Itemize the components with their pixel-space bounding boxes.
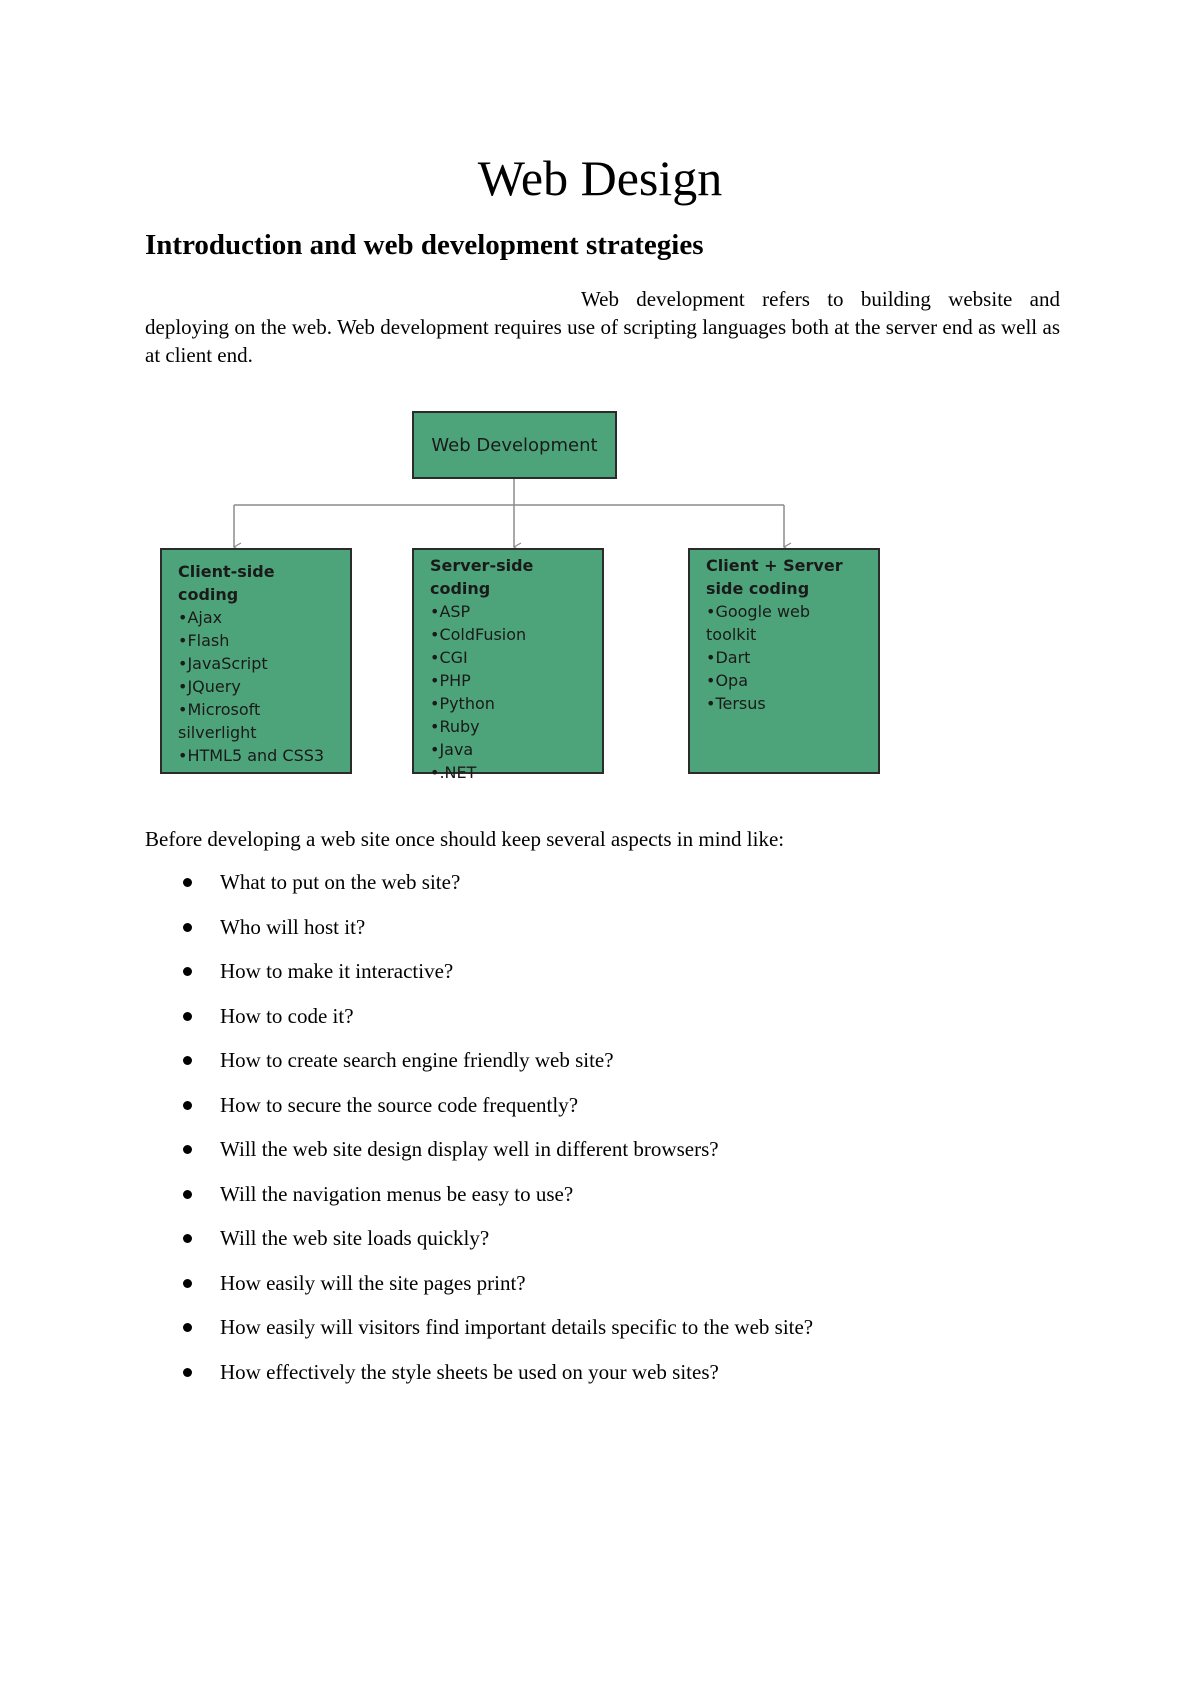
aspect-text: Will the navigation menus be easy to use? [220, 1181, 574, 1206]
client-server-side-coding-box [688, 548, 880, 774]
technology-item: •Ruby [430, 717, 480, 736]
bullet-icon [183, 1323, 192, 1332]
bullet-icon [183, 967, 192, 976]
aspect-text: Will the web site design display well in different browsers? [220, 1137, 719, 1161]
aspect-text: How easily will the site pages print? [220, 1270, 526, 1295]
aspect-text: What to put on the web site? [220, 870, 461, 894]
technology-item: •ColdFusion [430, 625, 527, 644]
diagram-root-box [412, 411, 617, 479]
diagram-root-label: Web Development [431, 434, 598, 456]
bullet-icon [183, 1101, 192, 1110]
technology-item: •HTML5 and CSS3 [178, 746, 325, 765]
document-title: Web Design [477, 150, 723, 206]
technology-item: •Microsoft silverlight [178, 700, 261, 742]
technology-list [430, 600, 588, 784]
bullet-icon [183, 878, 192, 887]
aspect-item [145, 957, 813, 1002]
technology-item: •Flash [178, 631, 230, 650]
aspect-text: Who will host it? [220, 914, 366, 939]
aspects-intro: Before developing a web site once should keep several aspects in mind like: [145, 827, 785, 851]
bullet-icon [183, 1279, 192, 1288]
technology-item: •Google web toolkit [706, 602, 811, 644]
aspect-item [145, 1313, 813, 1358]
aspect-text: How effectively the style sheets be used on your web sites? [220, 1359, 719, 1384]
technology-item: •PHP [430, 671, 471, 690]
server-side-coding-box [412, 548, 604, 782]
technology-item: •JavaScript [178, 654, 268, 673]
bullet-icon [183, 1368, 192, 1377]
aspect-text: How to secure the source code frequently? [220, 1092, 579, 1117]
technology-item: •Tersus [706, 694, 766, 713]
technology-list [178, 606, 336, 767]
box-title: Client + Server side coding [706, 556, 843, 598]
technology-item: •.NET [430, 763, 477, 782]
aspect-item [145, 1269, 813, 1314]
technology-item: •Ajax [178, 608, 223, 627]
bullet-icon [183, 1012, 192, 1021]
aspect-item [145, 1180, 813, 1225]
aspect-item [145, 1002, 813, 1047]
technology-list [706, 600, 864, 715]
aspect-item [145, 1224, 813, 1269]
box-title: Server-side coding [430, 556, 534, 598]
aspect-text: How to create search engine friendly web site? [220, 1048, 614, 1072]
web-development-diagram [150, 400, 890, 810]
technology-item: •Python [430, 694, 495, 713]
aspect-text: How to make it interactive? [220, 959, 454, 983]
aspects-list [145, 868, 813, 1402]
technology-item: •ASP [430, 602, 471, 621]
technology-item: •Opa [706, 671, 748, 690]
aspect-item [145, 1135, 813, 1180]
aspect-item [145, 868, 813, 913]
technology-item: •Dart [706, 648, 751, 667]
aspect-text: Will the web site loads quickly? [220, 1226, 490, 1250]
client-side-coding-box [160, 548, 352, 774]
bullet-icon [183, 1234, 192, 1243]
technology-item: •JQuery [178, 677, 241, 696]
aspect-item [145, 1091, 813, 1136]
bullet-icon [183, 1190, 192, 1199]
bullet-icon [183, 1056, 192, 1065]
aspect-item [145, 913, 813, 958]
bullet-icon [183, 923, 192, 932]
technology-item: •CGI [430, 648, 468, 667]
aspect-item [145, 1358, 813, 1403]
intro-paragraph-text: Web development refers to building website and deploying on the web. Web development requires use of scripting languages both at the server end as well as at client end. [145, 287, 1060, 367]
aspect-text: How to code it? [220, 1003, 354, 1028]
bullet-icon [183, 1145, 192, 1154]
box-title: Client-side coding [178, 562, 275, 604]
technology-item: •Java [430, 740, 474, 759]
intro-paragraph [145, 285, 1060, 369]
aspect-item [145, 1046, 813, 1091]
aspect-text: How easily will visitors find important details specific to the web site? [220, 1315, 814, 1339]
section-heading: Introduction and web development strategies [145, 229, 704, 261]
